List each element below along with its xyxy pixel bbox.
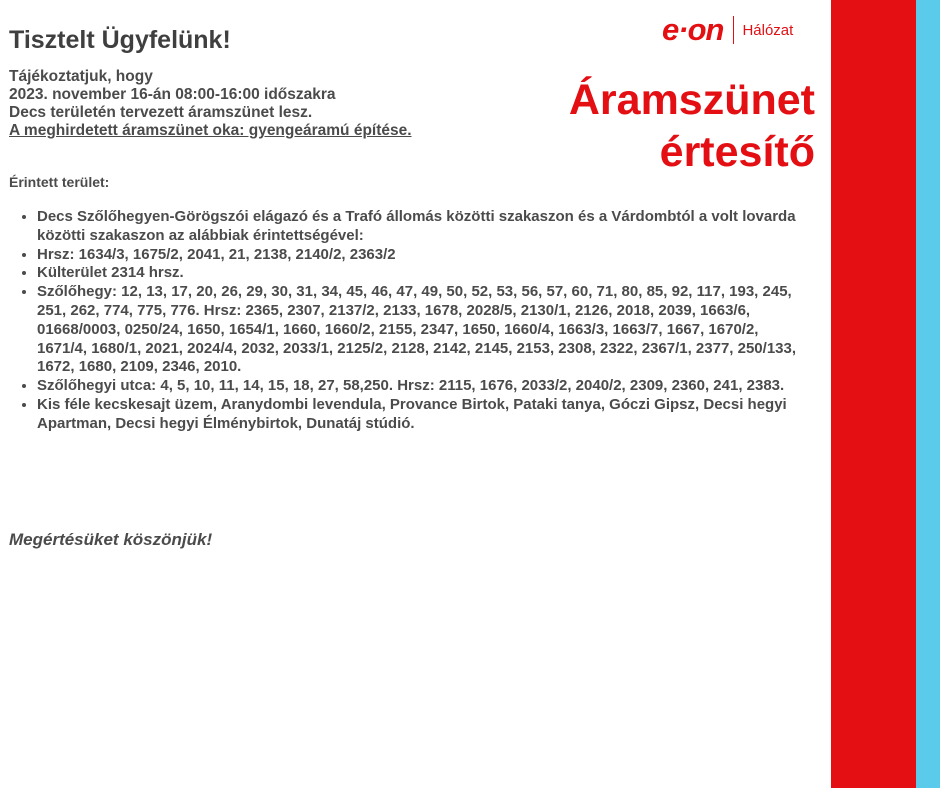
list-item: • Szőlőhegy: 12, 13, 17, 20, 26, 29, 30, 31, 34, 45, 46, 47, 49, 50, 52, 53, 56, 57, 60, 71, 80, 85, 92, 117, 193, 245, 251, 262, 774, 775, 776. Hrsz: 2365, 2307, 2137/2, 2133, 1678, 2028/5, 2130/1, 2126, 2018, 2039, 1663/6, 01668/0003, 0250/24, 1650, 1654/1, 1660, 1660/2, 2155, 2347, 1650, 1660/4, 1663/3, 1663/7, 1667, 1670/2, 1671/4, 1680/1, 2021, 2024/4, 2032, 2033/1, 2125/2, 2128, 2142, 2145, 2153, 2308, 2322, 2367/1, 2377, 250/133, 1672, 1680, 2109, 2346, 2010.: [37, 283, 797, 377]
list-item: • Szőlőhegyi utca: 4, 5, 10, 11, 14, 15, 18, 27, 58,250. Hrsz: 2115, 1676, 2033/2, 2040/2, 2309, 2360, 241, 2383.: [37, 377, 797, 396]
outage-reason: A meghirdetett áramszünet oka: gyengeáramú építése.: [9, 122, 412, 139]
list-item: • Hrsz: 1634/3, 1675/2, 2041, 21, 2138, 2140/2, 2363/2: [37, 246, 797, 265]
headline-line-1: Áramszünet: [568, 76, 815, 124]
intro-block: [9, 68, 412, 140]
intro-line-1: Tájékoztatjuk, hogy: [9, 68, 153, 85]
logo-divider: [733, 16, 734, 44]
red-side-stripe: [831, 0, 916, 788]
logo-subtitle: Hálózat: [742, 21, 794, 39]
headline: [569, 74, 815, 178]
list-item: • Külterület 2314 hrsz.: [37, 264, 797, 283]
greeting-title: Tisztelt Ügyfelünk!: [9, 26, 231, 54]
thanks-message: Megértésüket köszönjük!: [9, 530, 213, 549]
list-item: • Decs Szőlőhegyen-Görögszói elágazó és a Trafó állomás közötti szakaszon és a Várdombtól a volt lovarda közötti szakaszon az alábbiak érintettségével:: [37, 208, 797, 246]
outage-location: Decs területén tervezett áramszünet lesz.: [9, 104, 313, 121]
blue-side-stripe: [916, 0, 940, 788]
eon-logo: [662, 12, 793, 48]
affected-area-list: [17, 208, 797, 434]
affected-area-label: Érintett terület:: [9, 174, 110, 190]
outage-date-time: 2023. november 16-án 08:00-16:00 időszakra: [9, 86, 336, 103]
list-item: • Kis féle kecskesajt üzem, Aranydombi levendula, Provance Birtok, Pataki tanya, Góczi Gipsz, Decsi hegyi Apartman, Decsi hegyi Élménybirtok, Dunatáj stúdió.: [37, 396, 797, 434]
eon-logo-text: e·on: [662, 12, 724, 47]
headline-line-2: értesítő: [659, 128, 815, 176]
